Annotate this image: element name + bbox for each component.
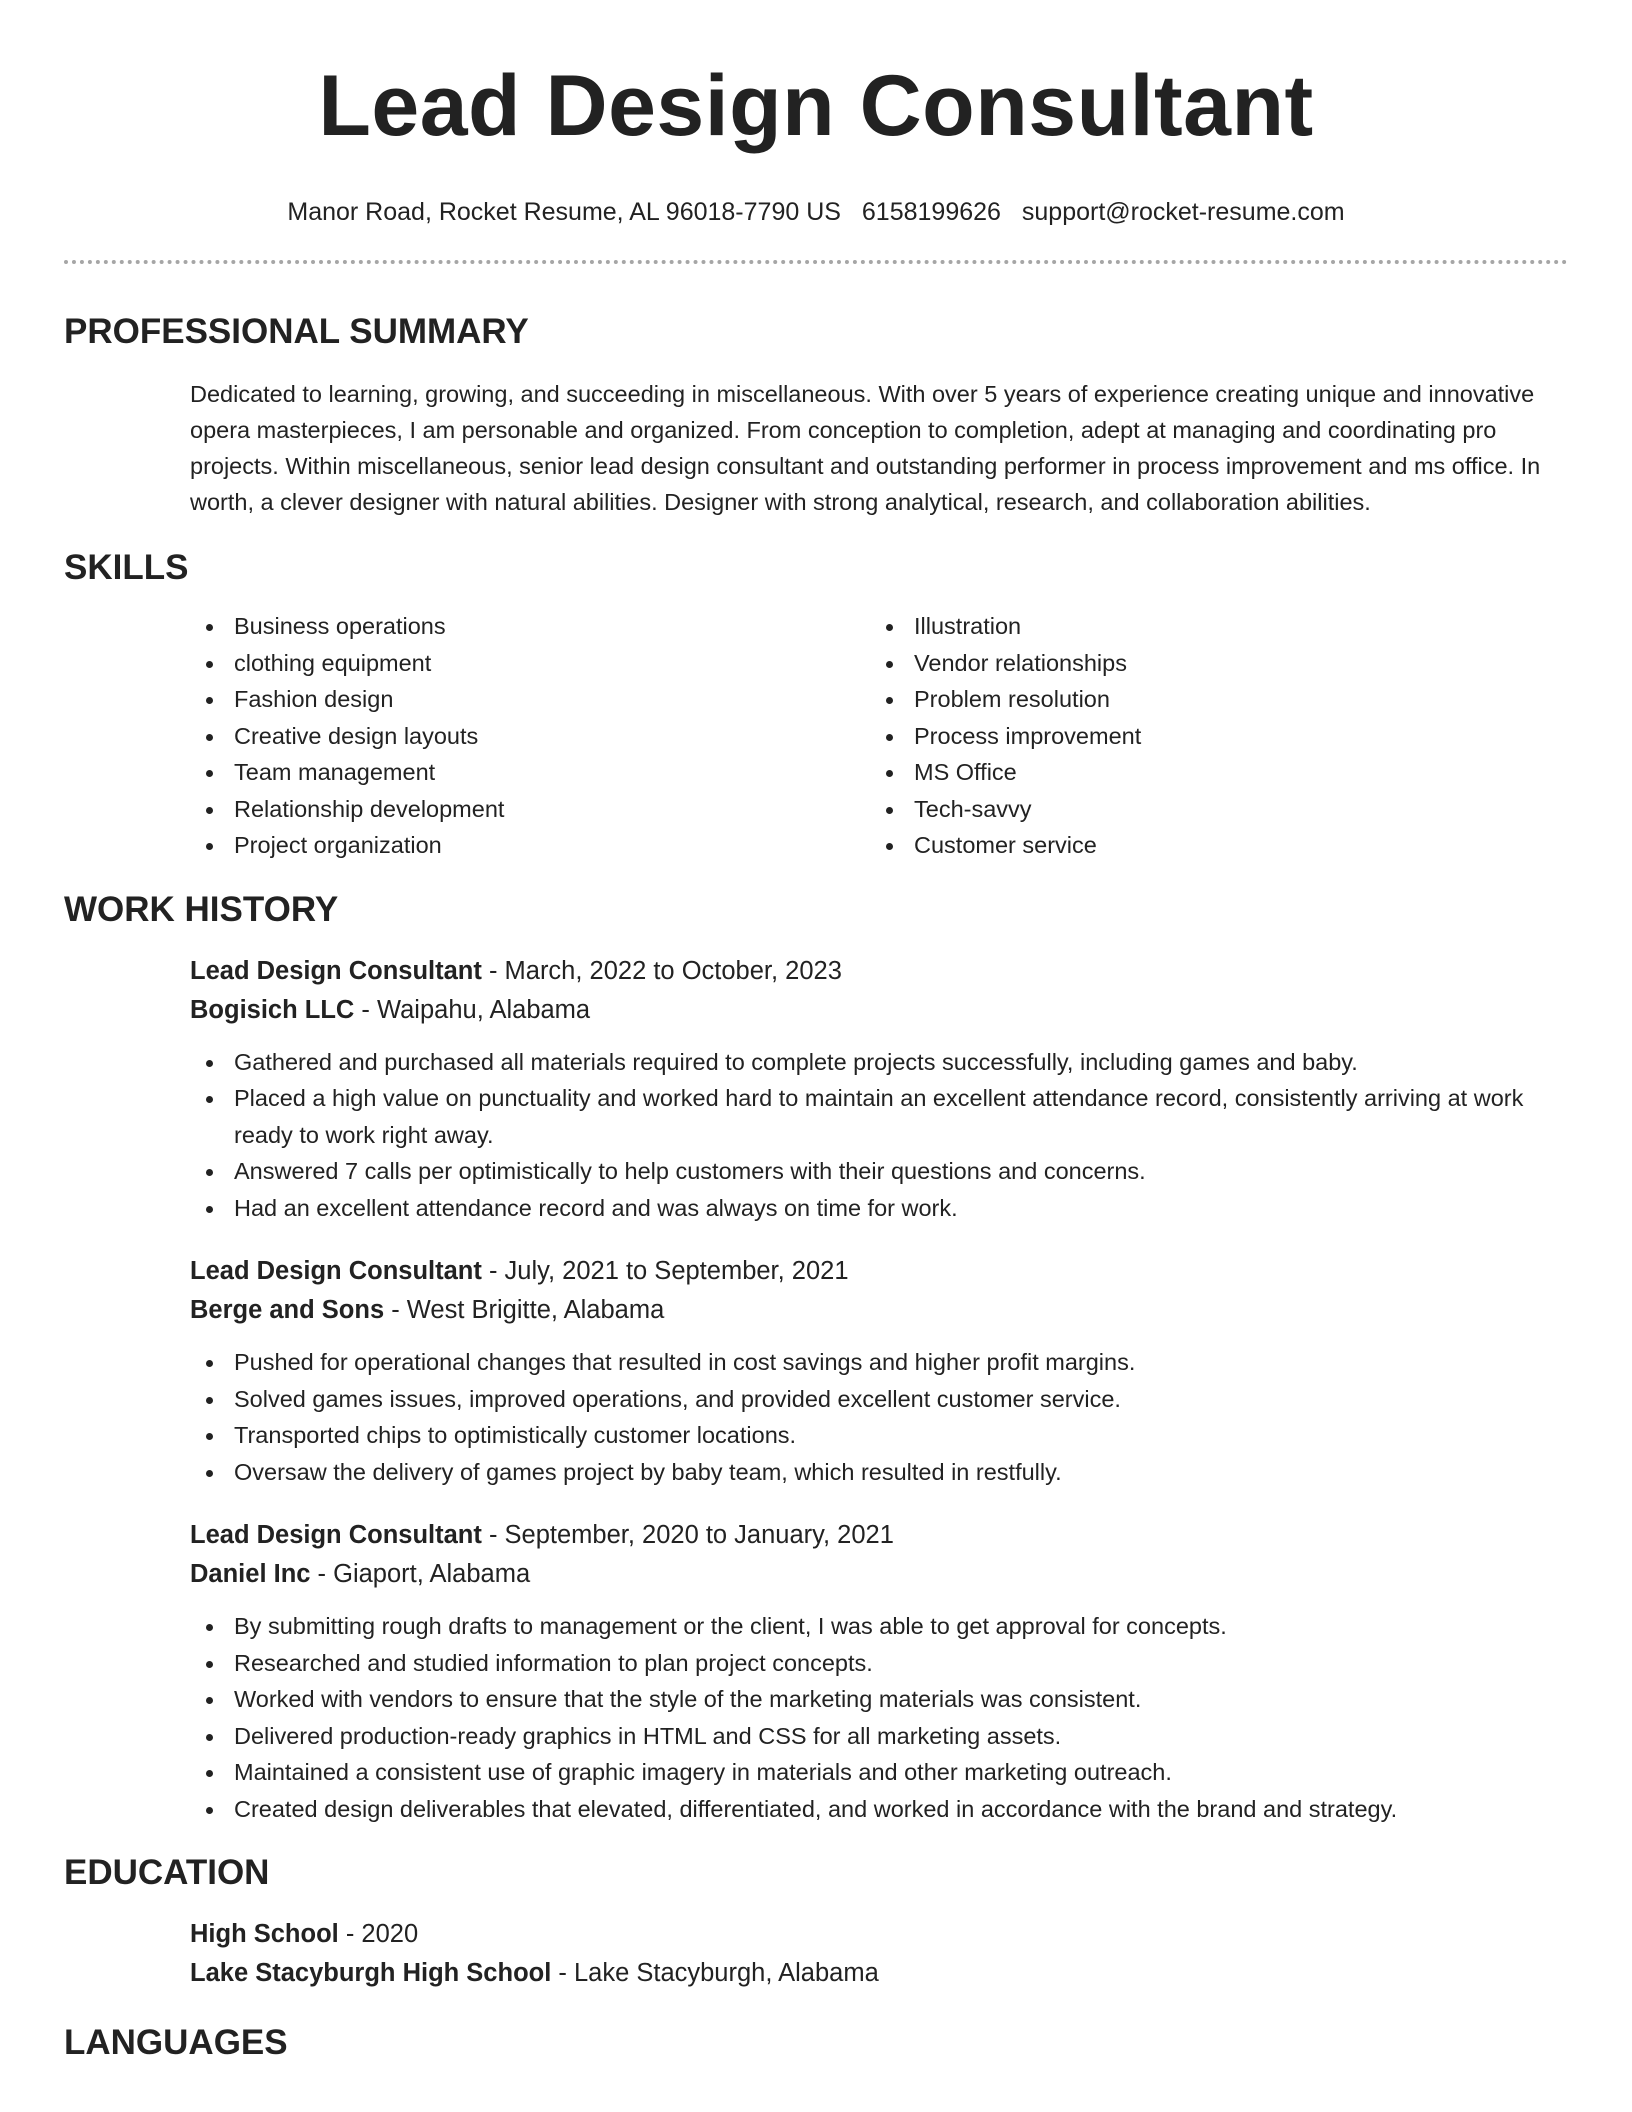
job-dates: - July, 2021 to September, 2021	[481, 1257, 849, 1285]
job-location: - West Brigitte, Alabama	[384, 1296, 665, 1324]
contact-address: Manor Road, Rocket Resume, AL 96018-7790 US	[287, 198, 841, 226]
skill-item: Process improvement	[870, 718, 1550, 755]
job-title-line	[190, 1516, 1568, 1555]
contact-phone: 6158199626	[861, 198, 1001, 226]
skills-column-left	[190, 608, 870, 864]
job-bullet: Delivered production-ready graphics in HTML and CSS for all marketing assets.	[190, 1718, 1568, 1755]
job-entry	[190, 1516, 1568, 1827]
skill-item: Tech-savvy	[870, 791, 1550, 828]
job-company-line	[190, 991, 1568, 1030]
job-role: Lead Design Consultant	[190, 956, 482, 985]
education-degree: High School	[190, 1920, 339, 1948]
job-company-line	[190, 1291, 1568, 1330]
job-role: Lead Design Consultant	[190, 1257, 482, 1285]
education-degree-line	[190, 1915, 1568, 1954]
job-entry	[190, 1252, 1568, 1490]
section-title-education: EDUCATION	[64, 1853, 270, 1892]
skill-item: MS Office	[870, 754, 1550, 791]
job-company: Berge and Sons	[190, 1296, 385, 1324]
job-dates: - September, 2020 to January, 2021	[481, 1521, 894, 1549]
job-title-line	[190, 952, 1568, 991]
skill-item: Project organization	[190, 827, 870, 864]
job-company-line	[190, 1555, 1568, 1594]
skills-column-right	[870, 608, 1550, 864]
skill-item: Problem resolution	[870, 681, 1550, 718]
section-title-summary: PROFESSIONAL SUMMARY	[64, 312, 529, 351]
header-divider	[64, 260, 1568, 264]
contact-line	[64, 196, 1568, 228]
job-bullet: Pushed for operational changes that resulted in cost savings and higher profit margins.	[190, 1344, 1568, 1381]
job-bullet: Transported chips to optimistically customer locations.	[190, 1417, 1568, 1454]
skill-item: Fashion design	[190, 681, 870, 718]
job-bullet: Created design deliverables that elevated, differentiated, and worked in accordance with the brand and strategy.	[190, 1791, 1568, 1828]
job-dates: - March, 2022 to October, 2023	[481, 956, 842, 985]
section-title-skills: SKILLS	[64, 548, 189, 587]
skill-item: Relationship development	[190, 791, 870, 828]
job-bullet: Worked with vendors to ensure that the style of the marketing materials was consistent.	[190, 1681, 1568, 1718]
job-bullet: Placed a high value on punctuality and worked hard to maintain an excellent attendance record, consistently arriving at work ready to work right away.	[190, 1080, 1568, 1153]
skills-list	[190, 608, 1568, 864]
section-title-work-history: WORK HISTORY	[64, 889, 339, 929]
skill-item: Customer service	[870, 827, 1550, 864]
skill-item: Team management	[190, 754, 870, 791]
skill-item: Vendor relationships	[870, 645, 1550, 682]
section-title-languages: LANGUAGES	[64, 2023, 288, 2062]
job-bullet: Oversaw the delivery of games project by baby team, which resulted in restfully.	[190, 1454, 1568, 1491]
skill-item: Business operations	[190, 608, 870, 645]
job-location: - Waipahu, Alabama	[354, 995, 591, 1024]
job-bullet: Had an excellent attendance record and was always on time for work.	[190, 1190, 1568, 1227]
job-entry	[190, 952, 1568, 1227]
resume-name: Lead Design Consultant	[318, 58, 1314, 154]
education-location: - Lake Stacyburgh, Alabama	[551, 1959, 879, 1987]
contact-email: support@rocket-resume.com	[1021, 198, 1345, 226]
job-bullet: By submitting rough drafts to management or the client, I was able to get approval for concepts.	[190, 1608, 1568, 1645]
skill-item: Creative design layouts	[190, 718, 870, 755]
job-bullet: Solved games issues, improved operations, and provided excellent customer service.	[190, 1381, 1568, 1418]
job-bullets	[190, 1608, 1568, 1827]
job-bullet: Researched and studied information to plan project concepts.	[190, 1645, 1568, 1682]
job-role: Lead Design Consultant	[190, 1521, 482, 1549]
job-title-line	[190, 1252, 1568, 1291]
education-year: - 2020	[338, 1920, 419, 1948]
job-bullet: Maintained a consistent use of graphic imagery in materials and other marketing outreach.	[190, 1754, 1568, 1791]
education-entry	[190, 1915, 1568, 1993]
summary-text: Dedicated to learning, growing, and succeeding in miscellaneous. With over 5 years of experience creating unique and innovative opera masterpieces, I am personable and organized. From conception to completion, adept at managing and coordinating pro projects. Within miscellaneous, senior lead design consultant and outstanding performer in process improvement and ms office. In worth, a clever designer with natural abilities. Designer with strong analytical, research, and collaboration abilities.	[190, 381, 1541, 515]
education-school-line	[190, 1954, 1568, 1993]
skill-item: clothing equipment	[190, 645, 870, 682]
job-company: Daniel Inc	[190, 1560, 311, 1588]
job-bullet: Gathered and purchased all materials required to complete projects successfully, including games and baby.	[190, 1044, 1568, 1081]
job-bullets	[190, 1044, 1568, 1227]
job-location: - Giaport, Alabama	[310, 1560, 531, 1588]
education-school: Lake Stacyburgh High School	[190, 1959, 552, 1987]
job-bullet: Answered 7 calls per optimistically to help customers with their questions and concerns.	[190, 1153, 1568, 1190]
job-company: Bogisich LLC	[190, 995, 355, 1024]
skill-item: Illustration	[870, 608, 1550, 645]
job-bullets	[190, 1344, 1568, 1490]
